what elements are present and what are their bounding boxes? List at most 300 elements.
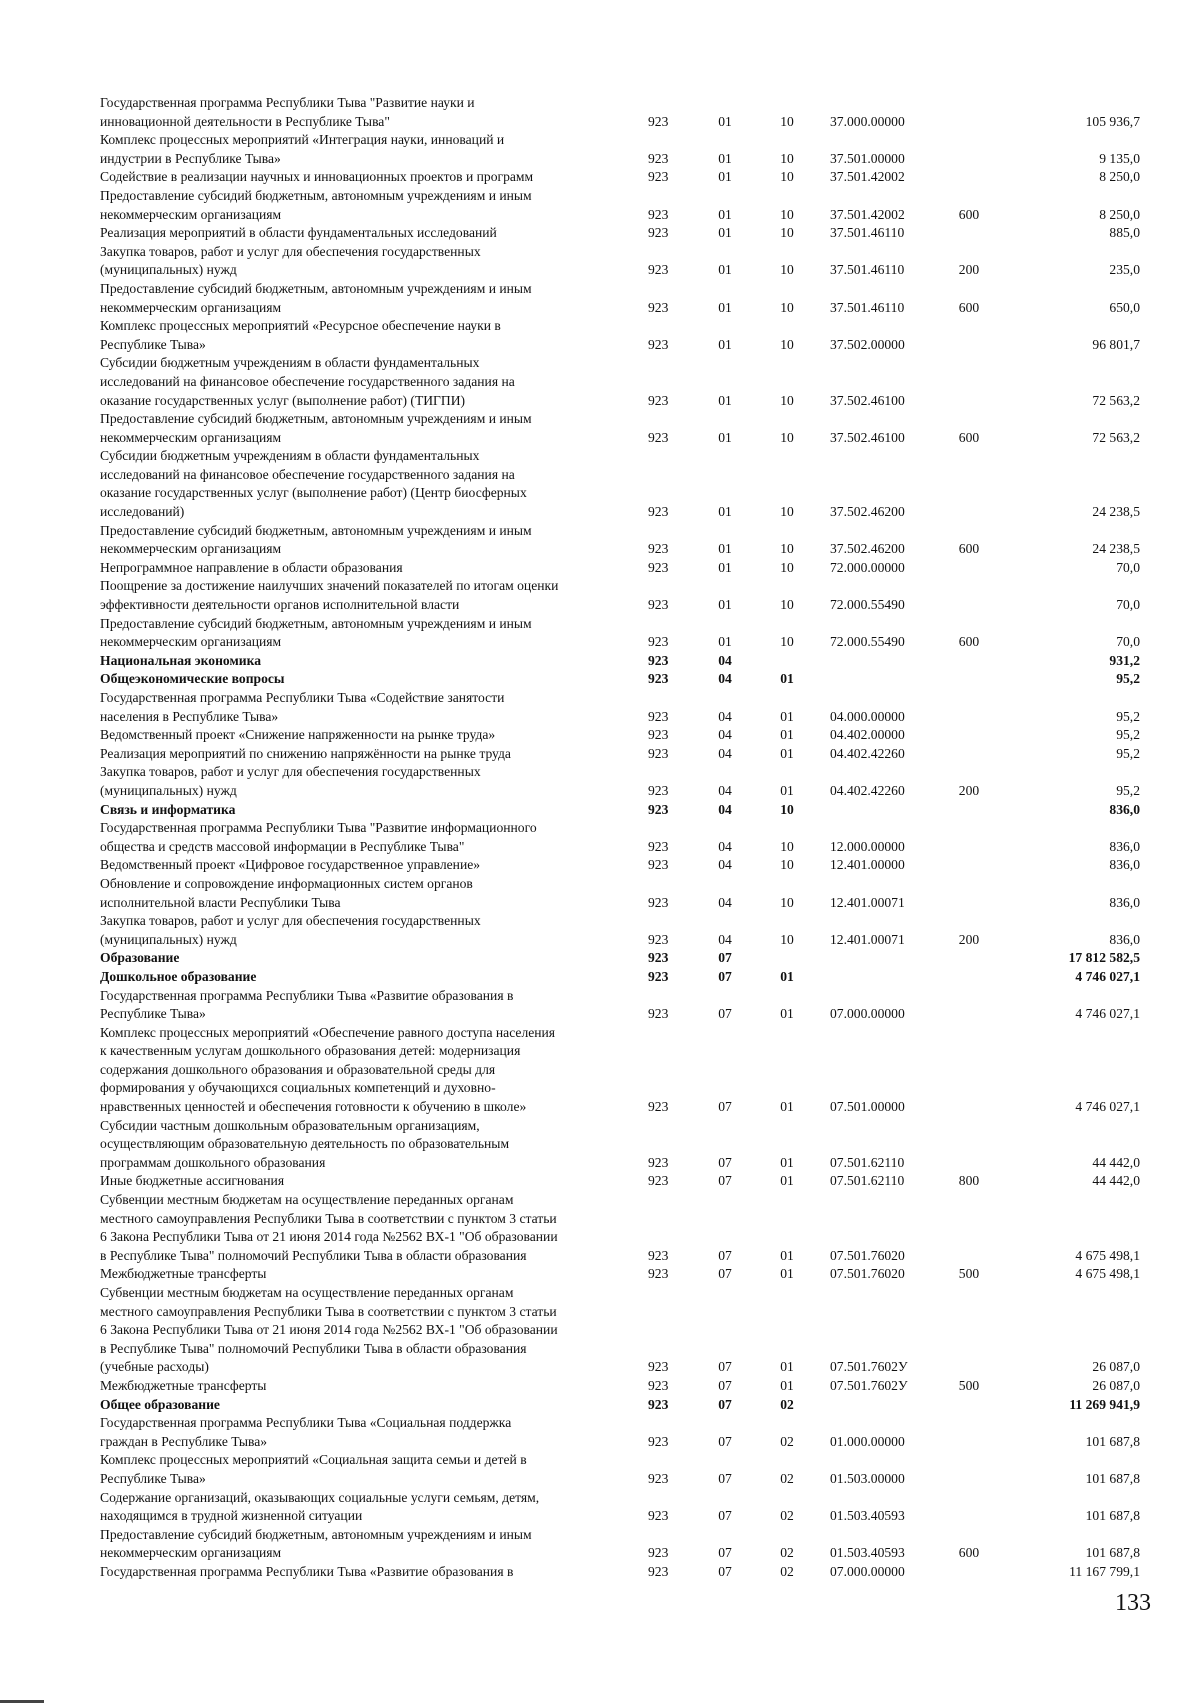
row-expense-type: 600 [958,1545,980,1561]
row-name [100,949,648,968]
row-amount: 70,0 [1116,559,1140,575]
row-expense-type: 600 [958,541,980,557]
row-amount: 836,0 [1109,857,1140,873]
row-name-line: (муниципальных) нужд [100,931,237,947]
row-name [100,354,648,410]
row-subsection: 10 [780,559,794,575]
row-name-line: Иные бюджетные ассигнования [100,1173,285,1189]
table-row [100,1563,1140,1582]
row-expense-type: 500 [958,1377,980,1393]
row-target-code: 37.501.42002 [830,206,905,222]
row-target-code: 37.501.46110 [830,262,905,278]
row-section: 04 [718,708,732,724]
row-name-line: Комплекс процессных мероприятий «Социальная защита семьи и детей в [100,1452,527,1468]
row-name-line: Закупка товаров, работ и услуг для обеспечения государственных [100,913,481,929]
row-amount: 95,2 [1116,782,1140,798]
row-expense-type: 500 [958,1266,980,1282]
row-name-line: Государственная программа Республики Тыва «Содействие занятости [100,690,505,705]
row-target-code: 07.501.76020 [830,1247,905,1263]
table-row [100,856,1140,875]
row-subsection: 01 [780,708,794,724]
row-name-line: Межбюджетные трансферты [100,1377,267,1393]
row-target-code: 72.000.00000 [830,559,905,575]
row-name-line: Предоставление субсидий бюджетным, автономным учреждениям и иным [100,411,532,427]
row-name-line: Комплекс процессных мероприятий «Обеспечение равного доступа населения [100,1024,556,1040]
table-row [100,689,1140,726]
row-target-code: 37.501.46110 [830,225,905,241]
row-amount: 70,0 [1116,597,1140,613]
row-name-line: Государственная программа Республики Тыва "Развитие науки и [100,95,475,110]
row-name-line: Обновление и сопровождение информационных систем органов [100,875,473,891]
row-name-line: находящимся в трудной жизненной ситуации [100,1508,363,1524]
row-name-line: Общеэкономические вопросы [100,671,285,687]
row-section: 07 [718,1154,732,1170]
table-row [100,1377,1140,1396]
row-subsection: 01 [780,671,794,687]
row-target-code: 07.501.7602У [830,1377,908,1393]
row-section: 07 [718,1470,732,1486]
row-name-line: Субвенции местным бюджетам на осуществление переданных органам [100,1192,514,1208]
row-name [100,726,648,745]
row-subsection: 01 [780,782,794,798]
table-row [100,131,1140,168]
row-gr: 923 [648,1006,669,1022]
row-amount: 885,0 [1109,225,1140,241]
row-target-code: 01.503.40593 [830,1508,905,1524]
row-section: 07 [718,1173,732,1189]
row-name [100,689,648,726]
row-name-line: 6 Закона Республики Тыва от 21 июня 2014 года №2562 ВХ-1 "Об образовании [100,1322,558,1338]
row-section: 04 [718,782,732,798]
row-gr: 923 [648,931,669,947]
row-gr: 923 [648,950,669,966]
row-gr: 923 [648,1377,669,1393]
row-gr: 923 [648,652,669,668]
row-expense-type: 600 [958,429,980,445]
table-row [100,1117,1140,1173]
row-amount: 101 687,8 [1085,1508,1140,1524]
row-section: 01 [718,336,732,352]
row-name [100,1265,648,1284]
row-amount: 4 675 498,1 [1075,1247,1140,1263]
row-amount: 95,2 [1116,671,1140,687]
row-gr: 923 [648,169,669,185]
row-gr: 923 [648,1545,669,1561]
row-gr: 923 [648,1470,669,1486]
row-name [100,1377,648,1396]
row-name-line: Связь и информатика [100,801,236,817]
row-gr: 923 [648,838,669,854]
row-name-line: Непрограммное направление в области образования [100,559,403,575]
row-subsection: 10 [780,169,794,185]
row-subsection: 01 [780,1173,794,1189]
row-name-line: Содействие в реализации научных и инновационных проектов и программ [100,169,534,185]
row-amount: 95,2 [1116,745,1140,761]
row-gr: 923 [648,857,669,873]
row-name-line: граждан в Республике Тыва» [100,1433,268,1449]
row-gr: 923 [648,504,669,520]
row-name-line: исследований) [100,504,185,520]
row-gr: 923 [648,541,669,557]
row-amount: 101 687,8 [1085,1433,1140,1449]
row-subsection: 01 [780,727,794,743]
row-name-line: местного самоуправления Республики Тыва в соответствии с пунктом 3 статьи [100,1303,557,1319]
row-name-line: в Республике Тыва" полномочий Республики Тыва в области образования [100,1247,527,1263]
table-row [100,1526,1140,1563]
table-row [100,1284,1140,1377]
table-row [100,168,1140,187]
row-section: 07 [718,1377,732,1393]
row-target-code: 04.402.42260 [830,782,905,798]
row-amount: 72 563,2 [1092,392,1140,408]
row-name-line: некоммерческим организациям [100,429,282,445]
table-row [100,875,1140,912]
row-name-line: некоммерческим организациям [100,206,282,222]
row-section: 01 [718,225,732,241]
row-name [100,1563,648,1582]
row-section: 07 [718,1359,732,1375]
row-section: 07 [718,1006,732,1022]
row-target-code: 72.000.55490 [830,597,905,613]
budget-table [100,94,1140,1582]
table-row [100,745,1140,764]
row-name-line: Ведомственный проект «Снижение напряженности на рынке труда» [100,727,496,743]
row-name-line: Реализация мероприятий по снижению напряжённости на рынке труда [100,745,511,761]
row-amount: 105 936,7 [1085,113,1140,129]
row-name-line: Закупка товаров, работ и услуг для обеспечения государственных [100,764,481,780]
row-target-code: 37.501.46110 [830,299,905,315]
row-name-line: Предоставление субсидий бюджетным, автономным учреждениям и иным [100,280,532,296]
row-section: 07 [718,950,732,966]
row-name-line: исследований на финансовое обеспечение государственного задания на [100,373,515,389]
table-row [100,912,1140,949]
row-name-line: эффективности деятельности органов исполнительной власти [100,597,460,613]
row-name-line: Поощрение за достижение наилучших значений показателей по итогам оценки [100,578,559,594]
row-target-code: 07.501.00000 [830,1099,905,1115]
row-section: 01 [718,113,732,129]
row-expense-type: 600 [958,206,980,222]
row-name [100,559,648,578]
table-row [100,522,1140,559]
row-name-line: исследований на финансовое обеспечение государственного задания на [100,466,515,482]
row-name-line: Республике Тыва» [100,1006,206,1022]
row-target-code: 37.501.42002 [830,169,905,185]
row-gr: 923 [648,671,669,687]
row-gr: 923 [648,894,669,910]
row-target-code: 01.503.40593 [830,1545,905,1561]
table-row [100,94,1140,131]
row-gr: 923 [648,1247,669,1263]
row-amount: 836,0 [1109,801,1140,817]
row-name-line: Предоставление субсидий бюджетным, автономным учреждениям и иным [100,1526,532,1542]
row-amount: 650,0 [1109,299,1140,315]
table-row [100,447,1140,521]
row-expense-type: 200 [958,782,980,798]
row-amount: 44 442,0 [1092,1154,1140,1170]
row-target-code: 12.401.00071 [830,931,905,947]
row-name-line: Образование [100,950,180,966]
row-section: 07 [718,1433,732,1449]
row-name [100,447,648,521]
row-gr: 923 [648,262,669,278]
row-gr: 923 [648,1433,669,1449]
table-row [100,987,1140,1024]
table-row [100,1191,1140,1265]
row-gr: 923 [648,429,669,445]
row-name-line: (муниципальных) нужд [100,262,237,278]
row-name-line: Предоставление субсидий бюджетным, автономным учреждениям и иным [100,615,532,631]
row-gr: 923 [648,1563,669,1579]
row-subsection: 10 [780,597,794,613]
row-section: 07 [718,1247,732,1263]
row-amount: 101 687,8 [1085,1545,1140,1561]
row-target-code: 04.402.00000 [830,727,905,743]
table-row [100,949,1140,968]
table-row [100,1451,1140,1488]
row-target-code: 72.000.55490 [830,634,905,650]
table-row [100,1265,1140,1284]
row-name-line: Ведомственный проект «Цифровое государственное управление» [100,857,481,873]
row-subsection: 02 [780,1396,794,1412]
row-amount: 8 250,0 [1099,169,1140,185]
table-row [100,1414,1140,1451]
row-target-code: 01.000.00000 [830,1433,905,1449]
row-amount: 11 167 799,1 [1069,1563,1140,1579]
table-row [100,224,1140,243]
row-target-code: 37.502.46200 [830,504,905,520]
row-amount: 8 250,0 [1099,206,1140,222]
table-row [100,801,1140,820]
row-target-code: 12.401.00071 [830,894,905,910]
row-target-code: 37.502.46200 [830,541,905,557]
row-name-line: некоммерческим организациям [100,541,282,557]
row-gr: 923 [648,299,669,315]
row-amount: 96 801,7 [1092,336,1140,352]
row-expense-type: 200 [958,262,980,278]
row-section: 01 [718,299,732,315]
row-subsection: 01 [780,1247,794,1263]
row-expense-type: 800 [958,1173,980,1189]
row-target-code: 07.000.00000 [830,1006,905,1022]
row-amount: 72 563,2 [1092,429,1140,445]
table-row [100,1489,1140,1526]
row-name [100,94,648,131]
row-name-line: Государственная программа Республики Тыва «Социальная поддержка [100,1415,512,1431]
row-gr: 923 [648,968,669,984]
row-target-code: 07.501.62110 [830,1173,905,1189]
row-amount: 101 687,8 [1085,1470,1140,1486]
row-section: 07 [718,1266,732,1282]
row-name-line: Субвенции местным бюджетам на осуществление переданных органам [100,1285,514,1300]
row-name [100,987,648,1024]
row-subsection: 01 [780,1154,794,1170]
row-name-line: Закупка товаров, работ и услуг для обеспечения государственных [100,243,481,259]
row-name-line: местного самоуправления Республики Тыва в соответствии с пунктом 3 статьи [100,1210,557,1226]
row-target-code: 07.501.62110 [830,1154,905,1170]
row-target-code: 37.502.46100 [830,429,905,445]
row-name-line: Предоставление субсидий бюджетным, автономным учреждениям и иным [100,522,532,538]
row-name-line: Субсидии бюджетным учреждениям в области фундаментальных [100,355,480,371]
row-section: 01 [718,504,732,520]
table-row [100,763,1140,800]
row-name-line: Дошкольное образование [100,968,257,984]
row-name-line: 6 Закона Республики Тыва от 21 июня 2014 года №2562 ВХ-1 "Об образовании [100,1229,558,1245]
row-name-line: в Республике Тыва" полномочий Республики Тыва в области образования [100,1340,527,1356]
row-subsection: 10 [780,150,794,166]
row-name [100,187,648,224]
row-subsection: 01 [780,1099,794,1115]
row-gr: 923 [648,708,669,724]
row-name [100,577,648,614]
table-row [100,1024,1140,1117]
row-name [100,856,648,875]
row-subsection: 10 [780,225,794,241]
row-name-line: Реализация мероприятий в области фундаментальных исследований [100,225,497,241]
row-amount: 24 238,5 [1092,504,1140,520]
table-row [100,1396,1140,1415]
row-amount: 4 746 027,1 [1075,968,1140,984]
row-name-line: Субсидии бюджетным учреждениям в области фундаментальных [100,448,480,464]
row-name-line: Республике Тыва» [100,1470,206,1486]
row-gr: 923 [648,1173,669,1189]
row-subsection: 10 [780,504,794,520]
row-subsection: 01 [780,968,794,984]
row-subsection: 02 [780,1563,794,1579]
row-subsection: 10 [780,634,794,650]
row-amount: 235,0 [1109,262,1140,278]
row-section: 01 [718,150,732,166]
row-section: 07 [718,1563,732,1579]
row-name-line: Содержание организаций, оказывающих социальные услуги семьям, детям, [100,1489,540,1505]
table-row [100,317,1140,354]
row-target-code: 07.501.76020 [830,1266,905,1282]
row-name-line: программам дошкольного образования [100,1154,326,1170]
row-name-line: оказание государственных услуг (выполнение работ) (Центр биосферных [100,485,527,501]
row-name-line: нравственных ценностей и обеспечения готовности к обучению в школе» [100,1099,527,1115]
row-target-code: 07.501.7602У [830,1359,908,1375]
row-name-line: некоммерческим организациям [100,1545,282,1561]
row-name-line: Субсидии частным дошкольным образовательным организациям, [100,1117,480,1133]
row-target-code: 01.503.00000 [830,1470,905,1486]
row-name [100,131,648,168]
row-gr: 923 [648,336,669,352]
row-target-code: 04.402.42260 [830,745,905,761]
row-name-line: содержания дошкольного образования и образовательной среды для [100,1061,496,1077]
row-subsection: 01 [780,1377,794,1393]
row-section: 01 [718,392,732,408]
row-name [100,1526,648,1563]
row-name [100,968,648,987]
row-section: 04 [718,857,732,873]
row-subsection: 10 [780,113,794,129]
row-amount: 95,2 [1116,708,1140,724]
row-subsection: 10 [780,206,794,222]
row-name [100,168,648,187]
table-row [100,187,1140,224]
row-section: 01 [718,429,732,445]
row-target-code: 07.000.00000 [830,1563,905,1579]
row-section: 04 [718,652,732,668]
row-section: 01 [718,262,732,278]
row-gr: 923 [648,1508,669,1524]
row-subsection: 01 [780,745,794,761]
row-gr: 923 [648,745,669,761]
row-name [100,1451,648,1488]
row-amount: 9 135,0 [1099,150,1140,166]
row-amount: 44 442,0 [1092,1173,1140,1189]
row-section: 04 [718,745,732,761]
row-name-line: населения в Республике Тыва» [100,708,279,724]
row-name [100,1284,648,1377]
row-name [100,224,648,243]
table-row [100,819,1140,856]
row-name [100,243,648,280]
row-amount: 931,2 [1109,652,1140,668]
row-section: 04 [718,801,732,817]
row-gr: 923 [648,801,669,817]
table-row [100,1172,1140,1191]
row-name-line: Предоставление субсидий бюджетным, автономным учреждениям и иным [100,187,532,203]
row-section: 01 [718,541,732,557]
row-name-line: Комплекс процессных мероприятий «Интеграция науки, инноваций и [100,132,505,148]
row-section: 01 [718,559,732,575]
table-row [100,354,1140,410]
row-amount: 4 746 027,1 [1075,1006,1140,1022]
table-row [100,577,1140,614]
row-target-code: 37.502.46100 [830,392,905,408]
row-name [100,912,648,949]
row-subsection: 02 [780,1433,794,1449]
table-row [100,652,1140,671]
row-name-line: Республике Тыва» [100,336,206,352]
row-section: 04 [718,727,732,743]
row-name [100,1396,648,1415]
scan-edge-mark [0,1700,44,1703]
row-name [100,615,648,652]
row-subsection: 10 [780,336,794,352]
row-name-line: осуществляющим образовательную деятельность по образовательным [100,1136,510,1152]
row-section: 04 [718,931,732,947]
row-target-code: 12.000.00000 [830,838,905,854]
row-section: 07 [718,1099,732,1115]
row-name [100,652,648,671]
row-section: 01 [718,206,732,222]
row-amount: 24 238,5 [1092,541,1140,557]
table-row [100,280,1140,317]
row-name [100,1024,648,1117]
row-target-code: 37.501.00000 [830,150,905,166]
row-gr: 923 [648,634,669,650]
row-section: 07 [718,1545,732,1561]
row-name-line: инновационной деятельности в Республике Тыва" [100,113,390,129]
row-name-line: индустрии в Республике Тыва» [100,150,281,166]
row-target-code: 04.000.00000 [830,708,905,724]
table-row [100,243,1140,280]
row-subsection: 01 [780,1006,794,1022]
row-section: 07 [718,1508,732,1524]
table-row [100,559,1140,578]
row-name [100,819,648,856]
row-name-line: Государственная программа Республики Тыва «Развитие образования в [100,987,514,1003]
row-section: 04 [718,838,732,854]
row-target-code: 37.000.00000 [830,113,905,129]
row-name-line: некоммерческим организациям [100,299,282,315]
row-amount: 836,0 [1109,838,1140,854]
row-name-line: (муниципальных) нужд [100,782,237,798]
row-gr: 923 [648,206,669,222]
row-name-line: формирования у обучающихся социальных компетенций и духовно- [100,1080,496,1096]
row-subsection: 10 [780,931,794,947]
